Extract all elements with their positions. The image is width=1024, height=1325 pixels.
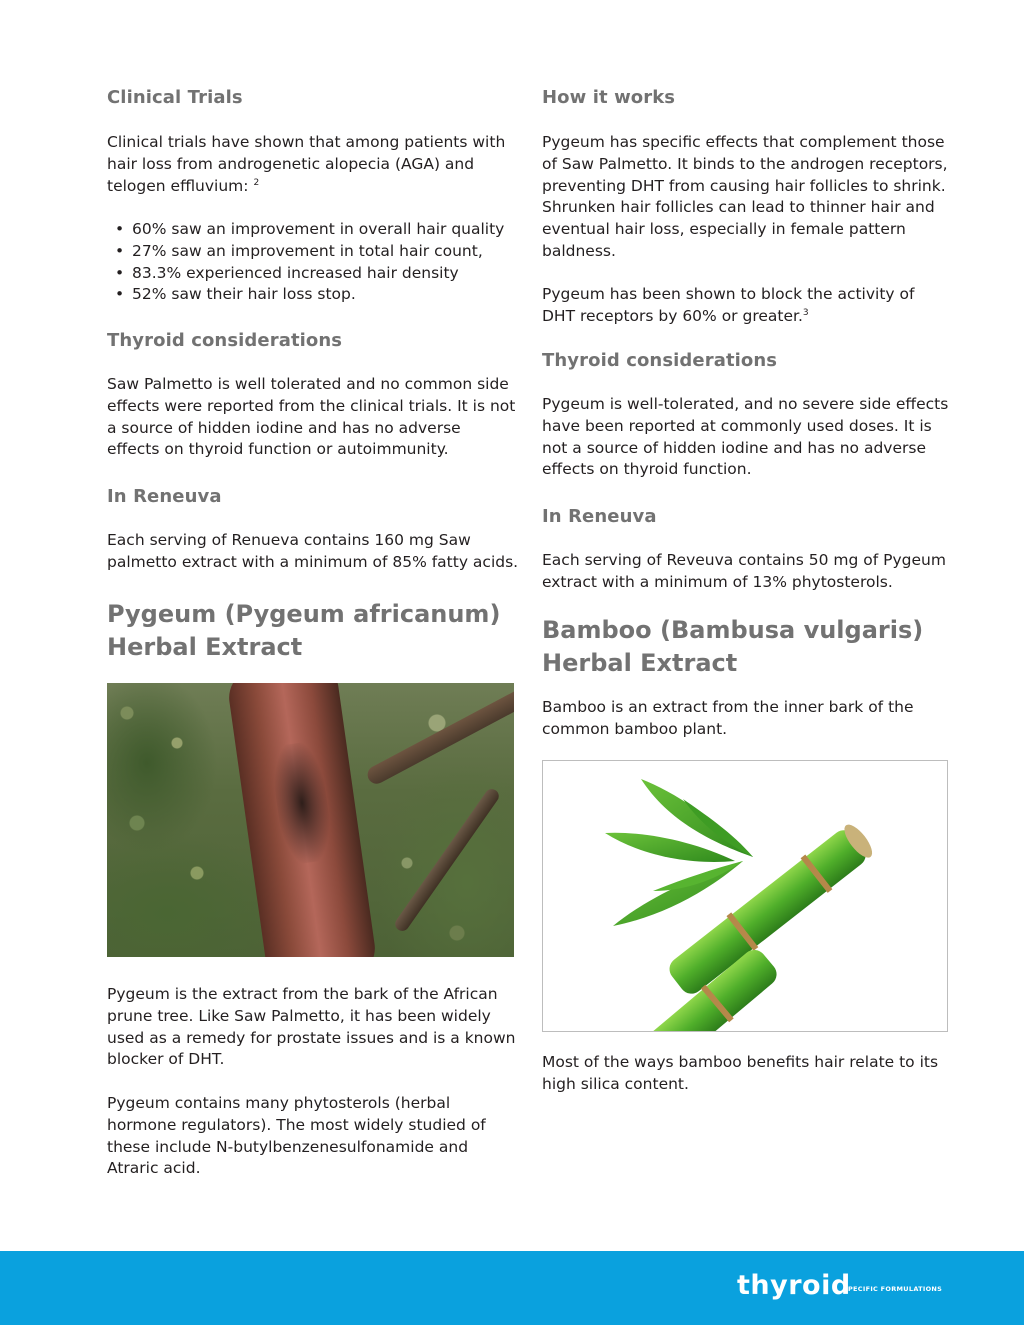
thyroid-considerations-text: Saw Palmetto is well tolerated and no common side effects were reported from the clinical trials. It is not a source of hidden iodine and has no adverse effects on thyroid function or autoimmunity. bbox=[107, 375, 516, 459]
clinical-trials-intro bbox=[107, 132, 517, 197]
list-item: • 83.3% experienced increased hair density bbox=[107, 263, 517, 285]
brand-logo: thyroid bbox=[737, 1270, 851, 1301]
clinical-trials-intro-text: Clinical trials have shown that among patients with hair loss from androgenetic alopecia (AGA) and telogen effluvium: bbox=[107, 133, 506, 195]
bamboo-photo bbox=[542, 760, 948, 1032]
list-item: • 52% saw their hair loss stop. bbox=[107, 284, 517, 306]
bamboo-intro: Bamboo is an extract from the inner bark of the common bamboo plant. bbox=[542, 698, 914, 738]
thyroid-considerations-heading: Thyroid considerations bbox=[107, 330, 343, 351]
bamboo-illustration bbox=[543, 761, 947, 1031]
clinical-trials-heading: Clinical Trials bbox=[107, 87, 243, 108]
in-reneuva-heading: In Reneuva bbox=[107, 486, 222, 507]
footnote-ref: 3 bbox=[802, 307, 809, 318]
list-item: • 60% saw an improvement in overall hair quality bbox=[107, 219, 517, 241]
bamboo-text: Most of the ways bamboo benefits hair relate to its high silica content. bbox=[542, 1053, 939, 1093]
list-item: • 27% saw an improvement in total hair count, bbox=[107, 241, 517, 263]
clinical-results-list bbox=[107, 219, 517, 306]
how-it-works-text-2-body: Pygeum has been shown to block the activity of DHT receptors by 60% or greater. bbox=[542, 285, 915, 325]
thyroid-considerations-heading: Thyroid considerations bbox=[542, 350, 778, 371]
in-reneuva-text: Each serving of Reveuva contains 50 mg of Pygeum extract with a minimum of 13% phytosterols. bbox=[542, 551, 946, 591]
in-reneuva-heading: In Reneuva bbox=[542, 506, 657, 527]
footnote-ref: 2 bbox=[253, 177, 260, 188]
how-it-works-text: Pygeum has specific effects that complement those of Saw Palmetto. It binds to the androgen receptors, preventing DHT from causing hair follicles to shrink. Shrunken hair follicles can lead to thinner hair and eventual hair loss, especially in female pattern baldness. bbox=[542, 133, 948, 260]
pygeum-paragraph-1: Pygeum is the extract from the bark of the African prune tree. Like Saw Palmetto, it has been widely used as a remedy for prostate issues and is a known blocker of DHT. bbox=[107, 985, 516, 1069]
bamboo-title: Bamboo (Bambusa vulgaris) Herbal Extract bbox=[542, 616, 924, 677]
how-it-works-text-2 bbox=[542, 284, 952, 328]
in-reneuva-text: Each serving of Renueva contains 160 mg Saw palmetto extract with a minimum of 85% fatty acids. bbox=[107, 531, 519, 571]
brand-tagline: SPECIFIC FORMULATIONS bbox=[843, 1285, 943, 1293]
pygeum-bark-photo bbox=[107, 683, 514, 957]
how-it-works-heading: How it works bbox=[542, 87, 676, 108]
thyroid-considerations-text: Pygeum is well-tolerated, and no severe side effects have been reported at commonly used doses. It is not a source of hidden iodine and has no adverse effects on thyroid function. bbox=[542, 395, 949, 479]
pygeum-title: Pygeum (Pygeum africanum) Herbal Extract bbox=[107, 600, 501, 661]
pygeum-paragraph-2: Pygeum contains many phytosterols (herbal hormone regulators). The most widely studied of these include N-butylbenzenesulfonamide and Atraric acid. bbox=[107, 1094, 486, 1178]
